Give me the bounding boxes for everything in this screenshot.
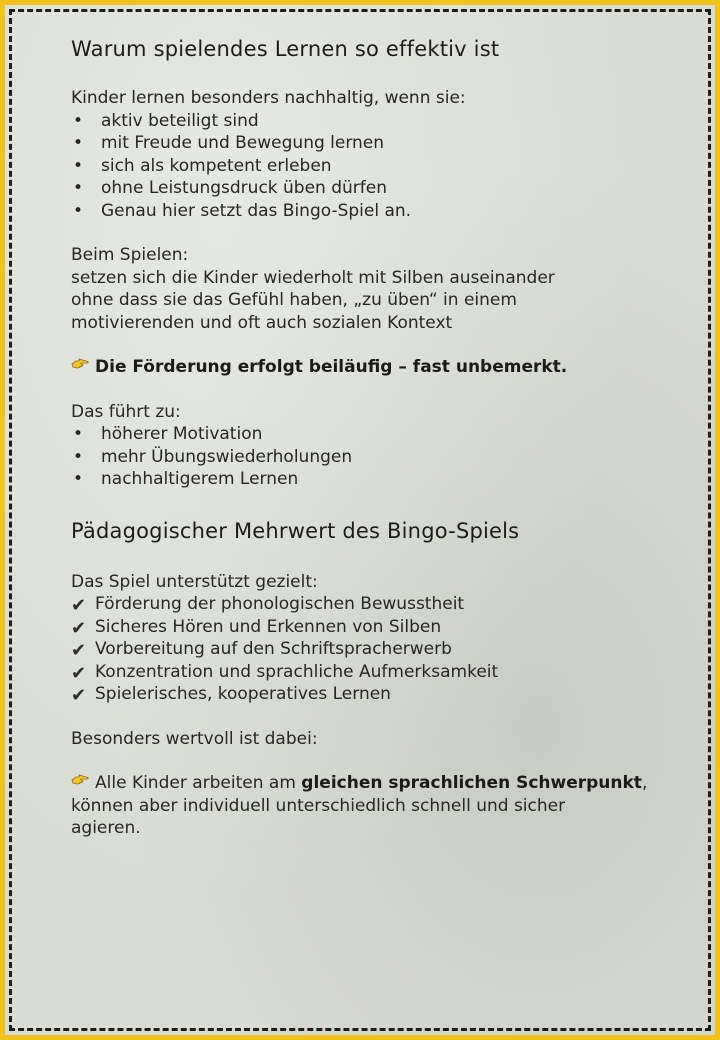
pointing-hand-icon [71,774,89,786]
check-icon: ✔ [71,662,87,684]
list-item: • aktiv beteiligt sind [73,110,259,131]
bullet-icon: • [73,424,84,444]
list-item: • mit Freude und Bewegung lernen [73,133,385,153]
intro-text: Das Spiel unterstützt gezielt: [71,571,318,592]
check-icon: ✔ [71,685,87,706]
valuable-label: Besonders wertvoll ist dabei: [71,728,318,749]
list-item: ✔ Sicheres Hören und Erkennen von Silben [71,616,442,639]
bullet-icon: • [73,469,84,489]
bullet-icon: • [73,155,84,176]
list-item: ✔ Förderung der phonologischen Bewusstheit [71,594,465,616]
list-item: • ohne Leistungsdruck üben dürfen [73,178,388,198]
list-item: ✔ Konzentration und sprachliche Aufmerksamkeit [71,661,499,684]
check-icon: ✔ [71,617,87,639]
bullet-icon: • [73,110,84,131]
list-item: • mehr Übungswiederholungen [73,446,353,467]
bullet-list-learning [71,110,671,223]
check-list [71,593,671,706]
bullet-icon: • [73,200,84,221]
content [71,35,671,840]
closing-line: Alle Kinder arbeiten am gleichen sprachlichen Schwerpunkt, [71,772,671,795]
list-item: ✔ Spielerisches, kooperatives Lernen [71,684,391,706]
bullet-list-results [71,423,671,491]
closing-line: können aber individuell unterschiedlich schnell und sicher [71,795,566,816]
playing-line: setzen sich die Kinder wiederholt mit Silben auseinander [71,267,555,288]
list-item: • höherer Motivation [73,424,263,444]
highlight-line [71,356,671,379]
highlight-text: Die Förderung erfolgt beiläufig – fast unbemerkt. [95,357,568,377]
list-item: • nachhaltigerem Lernen [73,469,299,489]
list-item: • sich als kompetent erleben [73,155,332,176]
playing-line: motivierenden und oft auch sozialen Kontext [71,312,453,333]
closing-bold: gleichen sprachlichen Schwerpunkt [301,773,642,793]
check-icon: ✔ [71,595,87,616]
playing-label: Beim Spielen: [71,245,189,265]
playing-line: ohne dass sie das Gefühl haben, „zu üben“ in einem [71,290,517,310]
leads-to-label: Das führt zu: [71,401,181,422]
section-heading-why: Warum spielendes Lernen so effektiv ist [71,37,500,61]
bullet-icon: • [73,133,84,153]
list-item: • Genau hier setzt das Bingo-Spiel an. [73,200,412,221]
check-icon: ✔ [71,640,87,661]
list-item: ✔ Vorbereitung auf den Schriftspracherwerb [71,639,452,661]
bullet-icon: • [73,178,84,198]
pointing-hand-icon [71,358,89,370]
bullet-icon: • [73,446,84,467]
intro-text: Kinder lernen besonders nachhaltig, wenn sie: [71,88,466,108]
closing-line: agieren. [71,818,141,838]
section-heading-value: Pädagogischer Mehrwert des Bingo-Spiels [71,518,520,543]
